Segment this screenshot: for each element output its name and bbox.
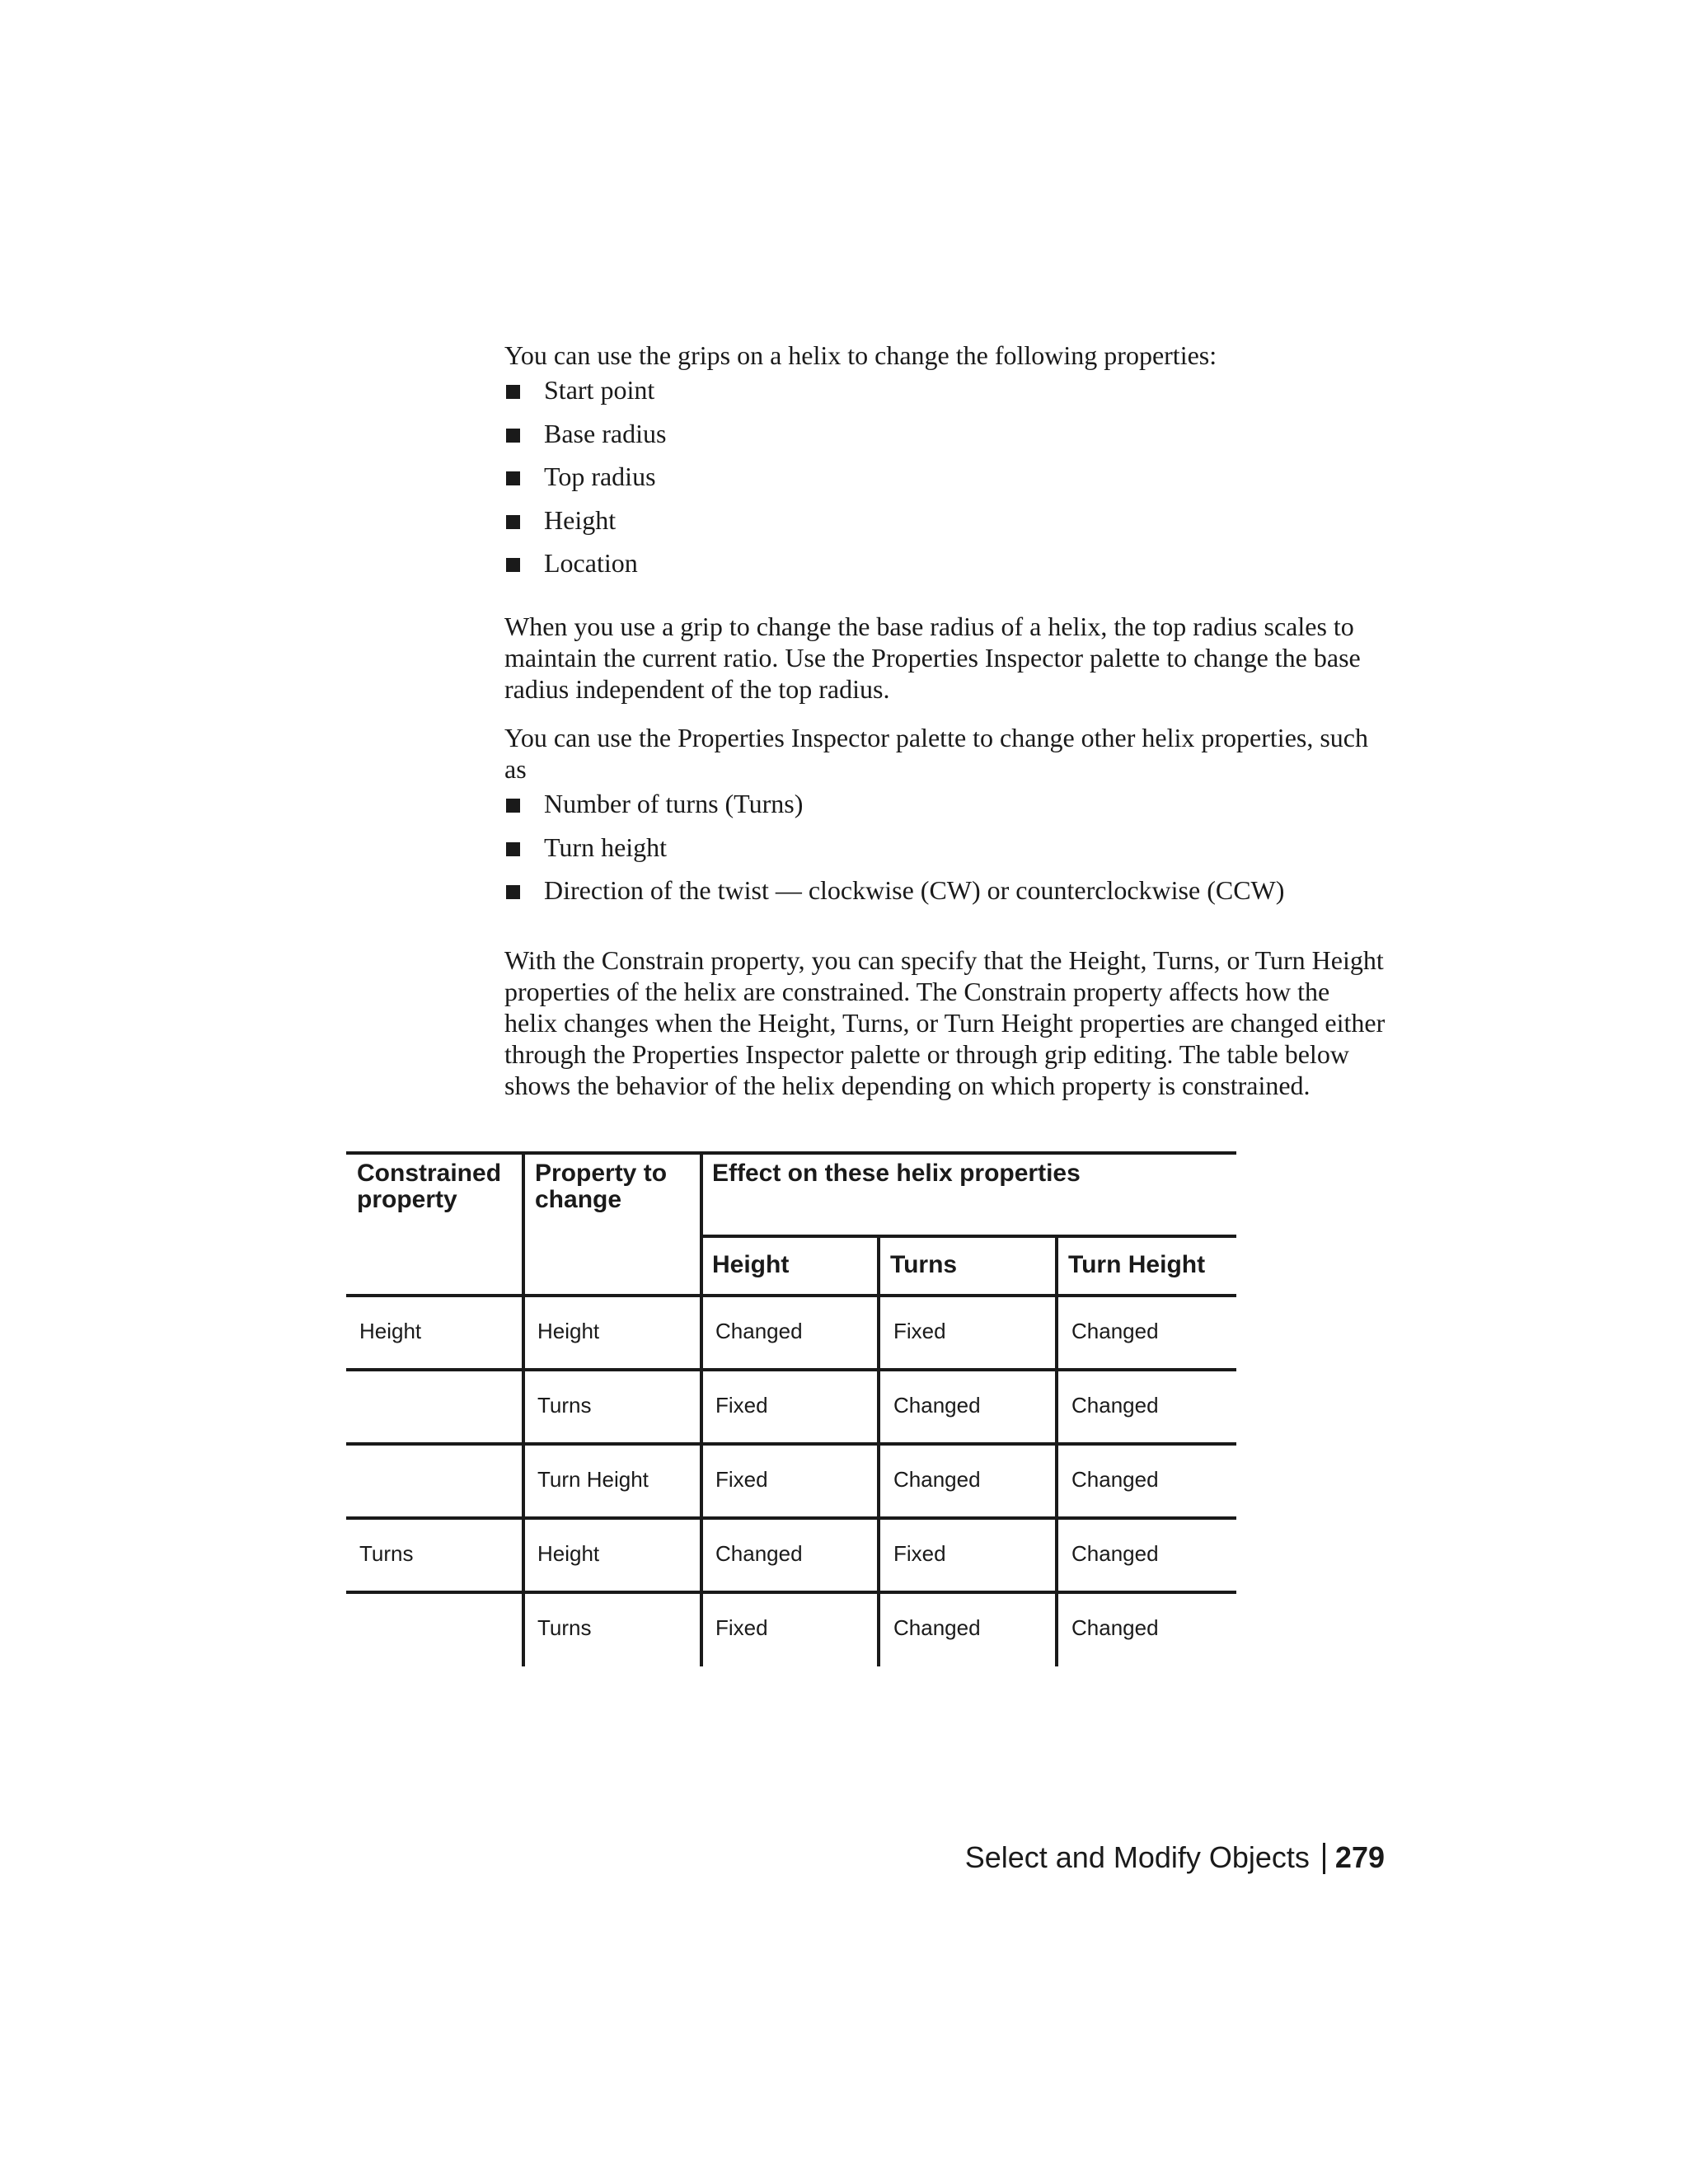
table-cell-height: Fixed [715,1615,768,1640]
constrain-paragraph [504,944,1388,1101]
table-cell-turn-height: Changed [1071,1319,1159,1343]
list-item [504,547,1388,591]
bullet-square-icon [506,558,520,572]
table-col-rule [700,1151,703,1666]
table-cell-turns: Fixed [893,1319,946,1343]
table-cell-turns: Fixed [893,1541,946,1566]
header-property-to-change: Property to change [535,1160,668,1213]
base-radius-paragraph [504,611,1388,705]
header-effect: Effect on these helix properties [712,1160,1081,1187]
table-cell-turn-height: Changed [1071,1467,1159,1492]
list-item-text: Direction of the twist — clockwise (CW) or counterclockwise (CCW) [544,875,1285,906]
table-cell-constrained: Turns [359,1541,414,1566]
table-cell-height: Fixed [715,1393,768,1418]
inspector-text: You can use the Properties Inspector palette to change other helix properties, such as [504,723,1368,784]
table-col-rule [877,1235,880,1666]
constrain-text: With the Constrain property, you can specify that the Height, Turns, or Turn Height properties of the helix are constrained. The Constrain property affects how the helix changes when the Height, Turns, or Turn Height properties are changed either through the Properties Inspector palette or through grip editing. The table below shows the behavior of the helix depending on which property is constrained. [504,945,1386,1100]
list-item [504,418,1388,462]
footer-section-title: Select and Modify Objects [964,1840,1310,1874]
list-item-text: Turn height [544,832,668,862]
inspector-property-list [504,788,1388,918]
table-top-rule [346,1151,1236,1155]
table-col-rule [522,1151,525,1666]
inspector-block [504,722,1388,918]
bullet-square-icon [506,515,520,529]
page-number: 279 [1334,1840,1385,1874]
table-cell-turn-height: Changed [1071,1541,1159,1566]
table-cell-turn-height: Changed [1071,1393,1159,1418]
list-item [504,832,1388,875]
bullet-square-icon [506,471,520,485]
table-cell-property: Turns [537,1615,592,1640]
list-item-text: Number of turns (Turns) [544,789,804,818]
list-item-text: Top radius [544,462,656,492]
page-footer [965,1840,1385,1876]
constraint-table [346,1151,1236,1666]
list-item [504,374,1388,418]
table-row-rule [346,1516,1236,1520]
bullet-square-icon [506,429,520,443]
table-col-rule [1055,1235,1058,1666]
intro-text: You can use the grips on a helix to change the following properties: [504,340,1217,370]
table-cell-turns: Changed [893,1467,981,1492]
bullet-square-icon [506,885,520,899]
intro-block [504,340,1388,591]
header-turns: Turns [890,1251,958,1278]
list-item-text: Height [544,504,617,535]
bullet-square-icon [506,799,520,813]
bullet-square-icon [506,385,520,399]
list-item [504,504,1388,548]
table-cell-constrained: Height [359,1319,422,1343]
table-cell-turns: Changed [893,1393,981,1418]
table-cell-turn-height: Changed [1071,1615,1159,1640]
list-item-text: Start point [544,375,655,405]
table-cell-height: Changed [715,1319,803,1343]
table-cell-property: Height [537,1319,600,1343]
grip-property-list [504,374,1388,591]
table-cell-height: Changed [715,1541,803,1566]
table-cell-turns: Changed [893,1615,981,1640]
list-item-text: Location [544,548,638,579]
list-item [504,788,1388,832]
base-radius-text: When you use a grip to change the base radius of a helix, the top radius scales to maintain the current ratio. Use the Properties Inspector palette to change the base radius independent of the top radius. [504,612,1361,704]
table-subheader-rule [700,1235,1236,1238]
footer-separator [1323,1843,1325,1874]
list-item [504,461,1388,504]
table-cell-height: Fixed [715,1467,768,1492]
table-row-rule [346,1368,1236,1371]
table-header-rule [346,1294,1236,1297]
header-turn-height: Turn Height [1068,1251,1206,1278]
list-item-text: Base radius [544,418,667,448]
header-height: Height [712,1251,790,1278]
table-row-rule [346,1442,1236,1446]
header-constrained-property: Constrained property [357,1160,502,1213]
list-item [504,874,1388,918]
table-row-rule [346,1591,1236,1594]
bullet-square-icon [506,842,520,856]
table-cell-property: Turns [537,1393,592,1418]
table-cell-property: Turn Height [537,1467,649,1492]
table-cell-property: Height [537,1541,600,1566]
